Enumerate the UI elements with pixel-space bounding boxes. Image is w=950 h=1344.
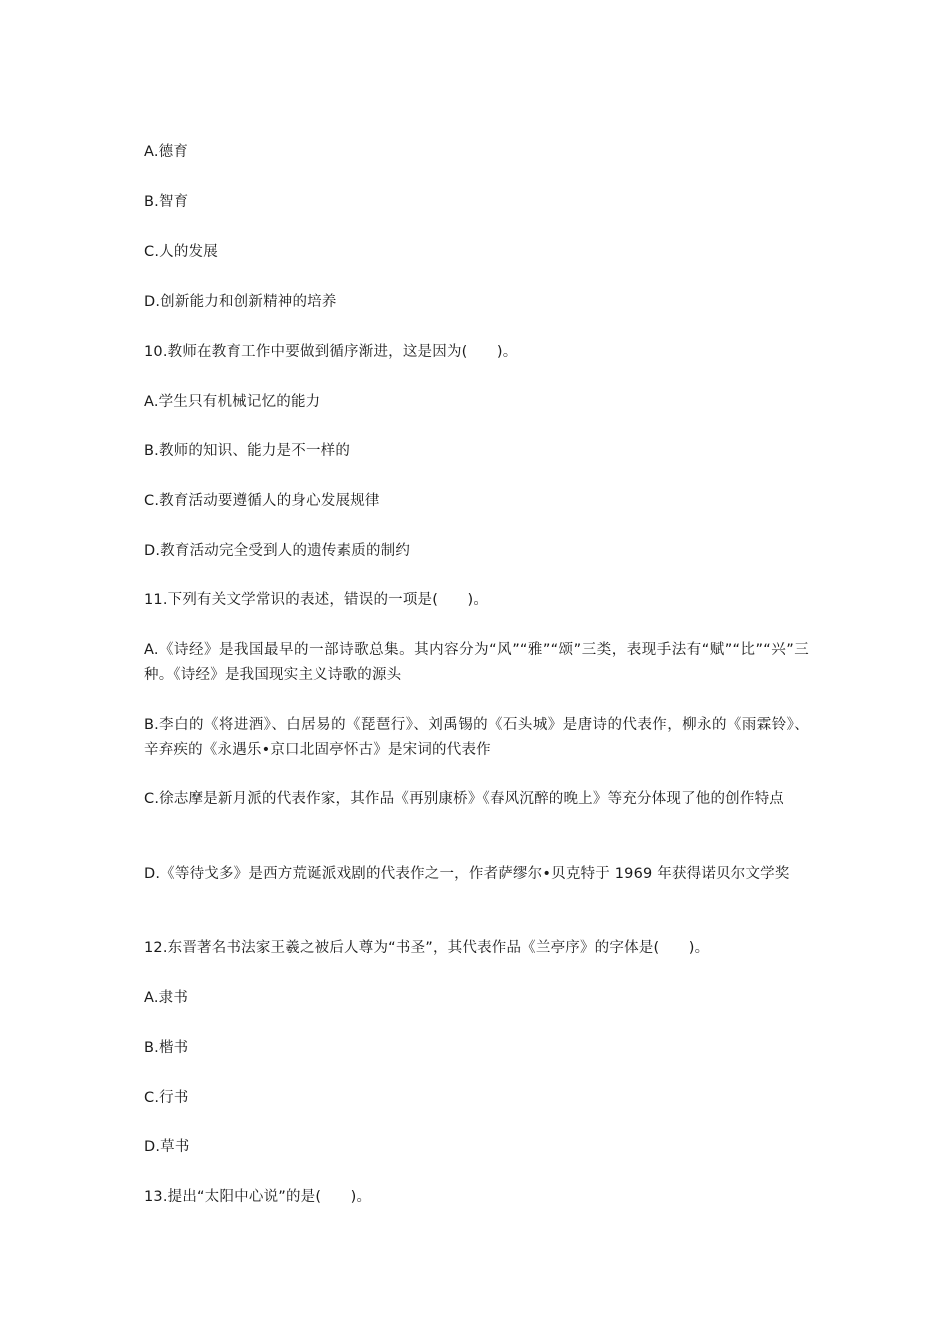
q11-option-d: D.《等待戈多》是西方荒诞派戏剧的代表作之一，作者萨缪尔•贝克特于 1969 年获得诺贝尔文学奖 <box>144 866 790 882</box>
q9-option-d: D.创新能力和创新精神的培养 <box>144 294 337 310</box>
q10-option-c: C.教育活动要遵循人的身心发展规律 <box>144 493 380 509</box>
q12-option-a: A.隶书 <box>144 990 189 1006</box>
q12-option-d: D.草书 <box>144 1139 190 1155</box>
q11-option-c: C.徐志摩是新月派的代表作家，其作品《再别康桥》《春风沉醉的晚上》等充分体现了他的创作特点 <box>144 791 784 807</box>
q9-option-a: A.德育 <box>144 144 189 160</box>
q10-option-a: A.学生只有机械记忆的能力 <box>144 394 321 410</box>
q11-question: 11.下列有关文学常识的表述，错误的一项是( )。 <box>144 592 489 608</box>
q12-question: 12.东晋著名书法家王羲之被后人尊为“书圣”，其代表作品《兰亭序》的字体是( )。 <box>144 940 710 956</box>
q11-option-b: B.李白的《将进酒》、白居易的《琵琶行》、刘禹锡的《石头城》是唐诗的代表作，柳永的《雨霖铃》、辛弃疾的《永遇乐•京口北固亭怀古》是宋词的代表作 <box>144 717 809 758</box>
q9-option-b: B.智育 <box>144 194 189 210</box>
q12-option-c: C.行书 <box>144 1090 189 1106</box>
q11-option-a: A.《诗经》是我国最早的一部诗歌总集。其内容分为“风”“雅”“颂”三类，表现手法有“赋”“比”“兴”三种。《诗经》是我国现实主义诗歌的源头 <box>144 642 809 683</box>
q9-option-c: C.人的发展 <box>144 244 218 260</box>
q10-option-b: B.教师的知识、能力是不一样的 <box>144 443 351 459</box>
q10-question: 10.教师在教育工作中要做到循序渐进，这是因为( )。 <box>144 344 518 360</box>
q12-option-b: B.楷书 <box>144 1040 189 1056</box>
q13-question: 13.提出“太阳中心说”的是( )。 <box>144 1189 372 1205</box>
q10-option-d: D.教育活动完全受到人的遗传素质的制约 <box>144 543 411 559</box>
